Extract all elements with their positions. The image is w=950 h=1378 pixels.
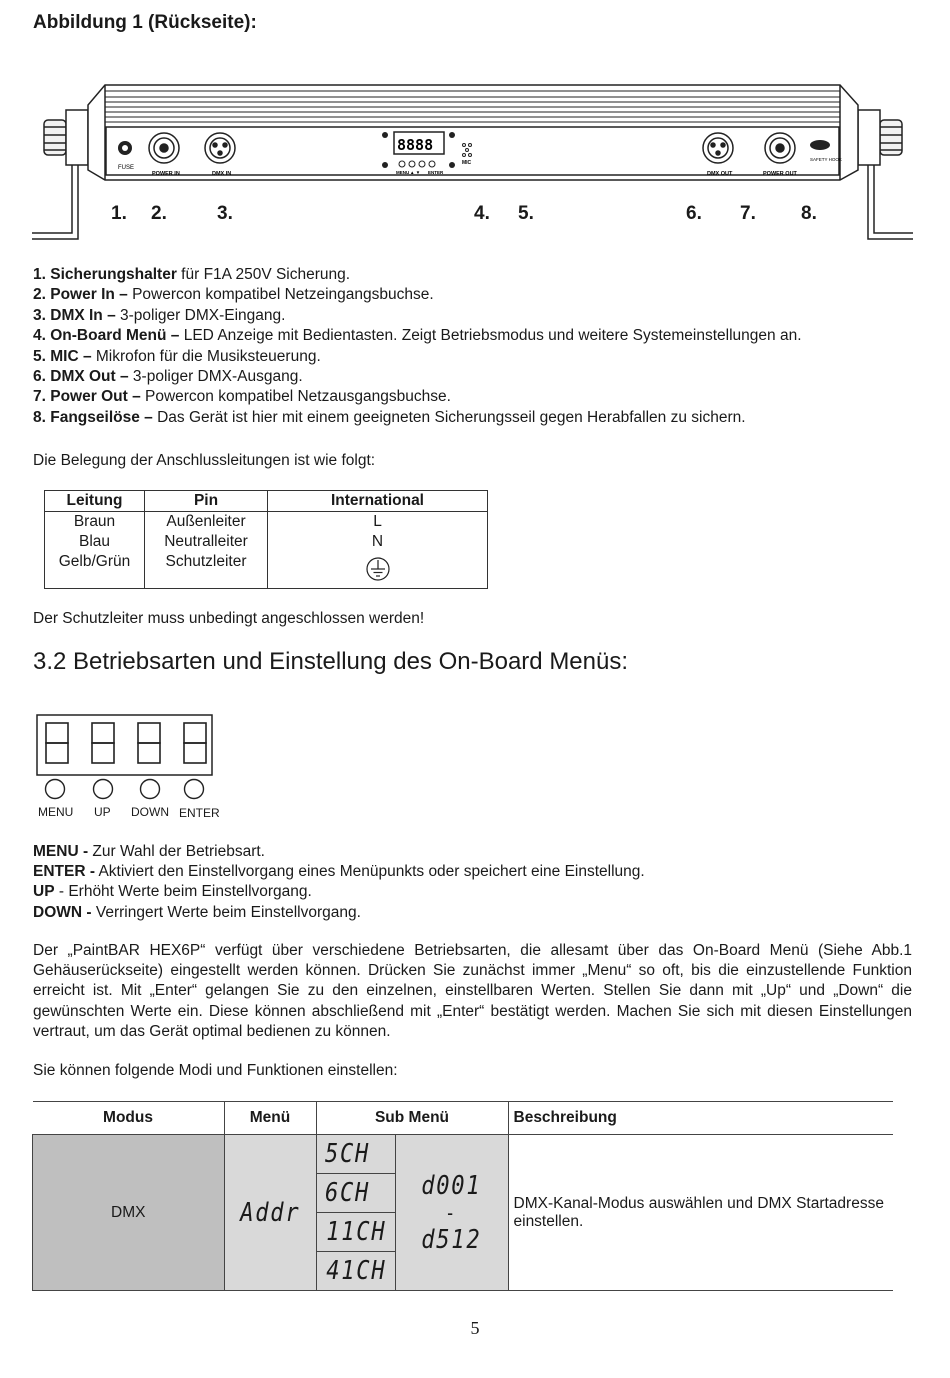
mic-label: MIC [462, 160, 472, 166]
button-definitions [33, 842, 645, 923]
legend-item: 1. Sicherungshalter für F1A 250V Sicherung. [33, 266, 351, 283]
power-out-socket-icon [765, 133, 795, 163]
left-bracket [32, 110, 88, 239]
cell-modus: DMX [33, 1135, 225, 1291]
power-in-label: POWER IN [152, 171, 180, 177]
legend-list [33, 265, 913, 428]
legend-item: 6. DMX Out – 3-poliger DMX-Ausgang. [33, 368, 303, 386]
legend-item: 3. DMX In – 3-poliger DMX-Eingang. [33, 306, 286, 324]
panel-enter-label: ENTER [428, 170, 444, 175]
sub-channel-display: 6CH [324, 1178, 370, 1208]
display-frame [37, 715, 212, 775]
dmx-out-label: DMX OUT [707, 171, 733, 177]
figure-title: Abbildung 1 (Rückseite): [33, 12, 257, 33]
menu-button-label: MENU [38, 805, 74, 819]
pin-assignment-table [44, 490, 488, 589]
legend-item: 4. On-Board Menü – LED Anzeige mit Bedientasten. Zeigt Betriebsmodus und weitere Systemeinstellungen an. [33, 327, 802, 345]
header-international: International [268, 491, 488, 512]
sub-channel-display: 11CH [325, 1217, 386, 1247]
callout-4: 4. [474, 203, 490, 224]
callout-7: 7. [740, 203, 756, 224]
modes-table [32, 1101, 893, 1291]
table-row: Blau Neutralleiter N [45, 532, 488, 552]
modes-intro: Sie können folgende Modi und Funktionen einstellen: [33, 1062, 398, 1079]
definition-item: ENTER - Aktiviert den Einstellvorgang eines Menüpunkts oder speichert eine Einstellung. [33, 863, 645, 881]
table-row [33, 1135, 894, 1174]
enter-button-circle [185, 780, 204, 799]
table-row: Gelb/Grün Schutzleiter [45, 552, 488, 589]
legend-item: 8. Fangseilöse – Das Gerät ist hier mit einem geeigneten Sicherungsseil gegen Herabfallen zu sichern. [33, 408, 746, 426]
control-panel-diagram [36, 713, 216, 803]
header-beschreibung: Beschreibung [508, 1102, 893, 1135]
callout-3: 3. [217, 203, 233, 224]
device-body [88, 85, 858, 180]
down-button-circle [141, 780, 160, 799]
fuse-holder-icon [118, 141, 132, 155]
header-sub-menu: Sub Menü [316, 1102, 508, 1135]
callout-5: 5. [518, 203, 534, 224]
led-display-digits: 8888 [397, 136, 434, 154]
sub-channel-display: 41CH [325, 1256, 386, 1286]
legend-item: 7. Power Out – Powercon kompatibel Netzausgangsbuchse. [33, 388, 451, 406]
down-button-label: DOWN [131, 805, 169, 819]
definition-item: DOWN - Verringert Werte beim Einstellvorgang. [33, 903, 361, 921]
sub-value-display: d512 [421, 1224, 482, 1255]
table-row: Braun Außenleiter L [45, 512, 488, 533]
enter-button-label: ENTER [179, 806, 220, 820]
header-pin: Pin [145, 491, 268, 512]
header-menu: Menü [224, 1102, 316, 1135]
callout-8: 8. [801, 203, 817, 224]
definition-item: MENU - Zur Wahl der Betriebsart. [33, 843, 265, 860]
belegung-intro: Die Belegung der Anschlussleitungen ist wie folgt: [33, 452, 376, 469]
callout-1: 1. [111, 203, 127, 224]
page-number: 5 [470, 1318, 480, 1338]
callout-6: 6. [686, 203, 702, 224]
safety-hook-icon [810, 140, 830, 150]
right-bracket [858, 110, 913, 239]
header-leitung: Leitung [45, 491, 145, 512]
sub-channel-display: 5CH [324, 1139, 370, 1169]
cell-description: DMX-Kanal-Modus auswählen und DMX Startadresse einstellen. [508, 1135, 893, 1291]
up-button-circle [94, 780, 113, 799]
legend-item: 2. Power In – Powercon kompatibel Netzeingangsbuchse. [33, 286, 434, 304]
cell-menu-display: Addr [239, 1197, 301, 1228]
section-title: 3.2 Betriebsarten und Einstellung des On-Board Menüs: [33, 648, 629, 675]
body-paragraph: Der „PaintBAR HEX6P“ verfügt über verschiedene Betriebsarten, die allesamt über das On-Board Menü (Siehe Abb.1 Gehäuserückseite) eingestellt werden können. Drücken Sie zunächst immer „Menu“ so oft, bis die einzustellende Funktion erreicht ist. Mit „Enter“ gelangen Sie zu den einzelnen, einstellbaren Werten. Stellen Sie dann mit „Up“ und „Down“ die gewünschten Werte ein. Diese können abschließend mit „Enter“ bestätigt werden. Machen Sie sich mit diesen Einstellungen vertraut, um das Gerät optimal bedienen zu können. [33, 942, 912, 1040]
power-in-socket-icon [149, 133, 179, 163]
header-modus: Modus [33, 1102, 225, 1135]
legend-item: 5. MIC – Mikrofon für die Musiksteuerung. [33, 347, 321, 365]
up-button-label: UP [94, 805, 111, 819]
warning-text: Der Schutzleiter muss unbedingt angeschlossen werden! [33, 610, 425, 627]
sub-value-separator: - [445, 1200, 458, 1225]
panel-menu-label: MENU [396, 170, 410, 175]
ground-symbol-icon [366, 556, 390, 582]
definition-item: UP - Erhöht Werte beim Einstellvorgang. [33, 883, 312, 901]
fuse-label: FUSE [118, 165, 135, 171]
safety-hook-label: SAFETY HOOK [810, 157, 842, 162]
callout-2: 2. [151, 203, 167, 224]
sub-value-display: d001 [421, 1170, 482, 1201]
panel-arrows-label: ▲ ▼ [410, 170, 421, 175]
dmx-in-label: DMX IN [212, 171, 232, 177]
menu-button-circle [46, 780, 65, 799]
power-out-label: POWER OUT [763, 171, 797, 177]
